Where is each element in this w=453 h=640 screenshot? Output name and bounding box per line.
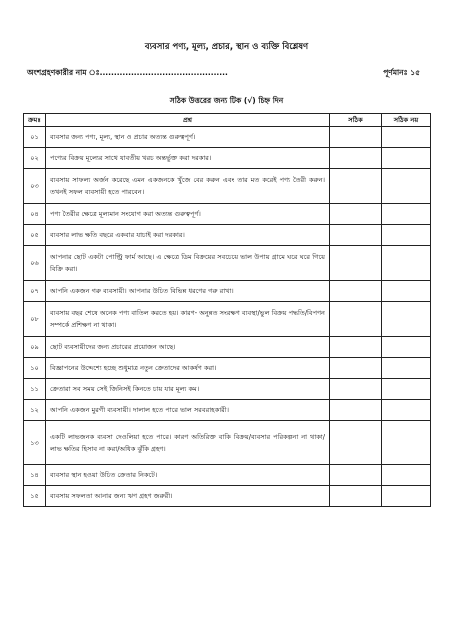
table-row (24, 465, 431, 486)
table-header-row (24, 114, 431, 127)
question-cell: ব্যবসার জন্য পণ্য, মূল্য, স্থান ও প্রচার অত্যন্ত গুরুত্বপূর্ণ। (46, 127, 330, 148)
question-cell: ব্যবসায় সাফল্য অর্জন করেছে এমন একজনকে খুঁজে বের করুন এবং তার মত করেই পণ্য তৈরী করুন। তখনই সফল ব্যবসায়ী হতে পারবেন। (46, 169, 330, 204)
correct-checkbox-cell[interactable] (330, 169, 382, 204)
correct-checkbox-cell[interactable] (330, 358, 382, 379)
incorrect-checkbox-cell[interactable] (382, 465, 431, 486)
serial-cell: ০৬ (24, 246, 46, 281)
serial-cell: ১৩ (24, 421, 46, 465)
table-row (24, 379, 431, 400)
serial-cell: ০৮ (24, 302, 46, 337)
serial-cell: ১১ (24, 379, 46, 400)
serial-cell: ০৩ (24, 169, 46, 204)
header-correct: সঠিক (330, 114, 382, 127)
table-row (24, 225, 431, 246)
question-cell: পণ্যের বিক্রয় মূল্যের সাথে যাবতীয় খরচ অন্তর্ভুক্ত করা দরকার। (46, 148, 330, 169)
table-row (24, 421, 431, 465)
table-row (24, 246, 431, 281)
serial-cell: ০৪ (24, 204, 46, 225)
table-row (24, 281, 431, 302)
incorrect-checkbox-cell[interactable] (382, 358, 431, 379)
incorrect-checkbox-cell[interactable] (382, 400, 431, 421)
question-cell: ব্যবসার স্থান হওয়া উচিত ক্রেতার নিকটে। (46, 465, 330, 486)
incorrect-checkbox-cell[interactable] (382, 225, 431, 246)
question-cell: ব্যবসার লাভ ক্ষতি বছরে একবার যাচাই করা দরকার। (46, 225, 330, 246)
table-row (24, 127, 431, 148)
correct-checkbox-cell[interactable] (330, 400, 382, 421)
serial-cell: ০২ (24, 148, 46, 169)
document-title: ব্যবসার পণ্য, মূল্য, প্রচার, স্থান ও ব্যক্তি বিশ্লেষণ (144, 42, 309, 52)
question-cell: আপনার ছোট একটা পোল্ট্রি ফার্ম আছে। এ ক্ষেত্রে ডিম বিক্রয়ের সবচেয়ে ভাল উপায় গ্রামে ঘরে ঘরে গিয়ে বিক্রি করা। (46, 246, 330, 281)
question-cell: ব্যবসায় সফলতা আনার জন্য ঋণ গ্রহণ জরুরী। (46, 486, 330, 507)
full-marks-label: পূর্ণমানঃ ১৫ (383, 68, 420, 77)
serial-cell: ১০ (24, 358, 46, 379)
correct-checkbox-cell[interactable] (330, 148, 382, 169)
incorrect-checkbox-cell[interactable] (382, 302, 431, 337)
incorrect-checkbox-cell[interactable] (382, 337, 431, 358)
correct-checkbox-cell[interactable] (330, 379, 382, 400)
question-cell: ছোট ব্যবসায়ীদের জন্য প্রচারের প্রয়োজন আছে। (46, 337, 330, 358)
correct-checkbox-cell[interactable] (330, 337, 382, 358)
question-cell: আপনি একজন গরু ব্যবসায়ী। আপনার উচিত বিভিন্ন ধরণের গরু রাখা। (46, 281, 330, 302)
incorrect-checkbox-cell[interactable] (382, 421, 431, 465)
serial-cell: ০৭ (24, 281, 46, 302)
serial-cell: ১৫ (24, 486, 46, 507)
question-cell: একটি লাভজনক ব্যবসা দেওলিয়া হতে পারে। কারণ অতিরিক্ত বাকি বিক্রয়/ব্যবসার পরিকল্পনা না থাকা/লাভ ক্ষতির হিসাব না করা/অধিক ঝুঁকি গ্রহণ। (46, 421, 330, 465)
question-cell: ক্রেতারা সব সময় সেই জিনিসই কিনতে চায় যার মূল্য কম। (46, 379, 330, 400)
question-cell: ব্যবসায় বছর শেষে অনেক পণ্য বাতিল করতে হয়। কারণ- অনুন্নত সংরক্ষণ ব্যবস্থা/ভুল বিক্রয় পদ্ধতি/বিপণন সম্পর্কে প্রশিক্ষণ না থাকা। (46, 302, 330, 337)
question-cell: পণ্য তৈরীর ক্ষেত্রে মূল্যমান সংযোগ করা অত্যন্ত গুরুত্বপূর্ণ। (46, 204, 330, 225)
table-row (24, 169, 431, 204)
correct-checkbox-cell[interactable] (330, 486, 382, 507)
serial-cell: ১৪ (24, 465, 46, 486)
header-incorrect: সঠিক নয় (382, 114, 431, 127)
header-serial: ক্রমঃ (24, 114, 46, 127)
correct-checkbox-cell[interactable] (330, 302, 382, 337)
table-row (24, 400, 431, 421)
serial-cell: ১২ (24, 400, 46, 421)
instruction-text: সঠিক উত্তরের জন্য টিক (√) চিহ্ন দিন (169, 96, 284, 105)
table-row (24, 204, 431, 225)
table-row (24, 337, 431, 358)
serial-cell: ০৯ (24, 337, 46, 358)
table-row (24, 302, 431, 337)
incorrect-checkbox-cell[interactable] (382, 127, 431, 148)
incorrect-checkbox-cell[interactable] (382, 246, 431, 281)
incorrect-checkbox-cell[interactable] (382, 148, 431, 169)
correct-checkbox-cell[interactable] (330, 465, 382, 486)
question-cell: আপনি একজন মুরগী ব্যবসায়ী। দালাল হতে পারে ভাল সরবরাহকারী। (46, 400, 330, 421)
question-table (23, 113, 431, 507)
correct-checkbox-cell[interactable] (330, 127, 382, 148)
incorrect-checkbox-cell[interactable] (382, 379, 431, 400)
table-row (24, 358, 431, 379)
incorrect-checkbox-cell[interactable] (382, 204, 431, 225)
correct-checkbox-cell[interactable] (330, 225, 382, 246)
correct-checkbox-cell[interactable] (330, 281, 382, 302)
question-cell: বিজ্ঞাপনের উদ্দেশ্যে হচ্ছে শুধুমাত্র নতুন ক্রেতাদের আকর্ষণ করা। (46, 358, 330, 379)
serial-cell: ০৫ (24, 225, 46, 246)
incorrect-checkbox-cell[interactable] (382, 169, 431, 204)
table-row (24, 148, 431, 169)
correct-checkbox-cell[interactable] (330, 204, 382, 225)
incorrect-checkbox-cell[interactable] (382, 281, 431, 302)
correct-checkbox-cell[interactable] (330, 246, 382, 281)
correct-checkbox-cell[interactable] (330, 421, 382, 465)
incorrect-checkbox-cell[interactable] (382, 486, 431, 507)
participant-name-label: অংশগ্রহণকারীর নাম ঃ............................................. (27, 68, 228, 77)
table-row (24, 486, 431, 507)
serial-cell: ০১ (24, 127, 46, 148)
header-question: প্রশ্ন (46, 114, 330, 127)
